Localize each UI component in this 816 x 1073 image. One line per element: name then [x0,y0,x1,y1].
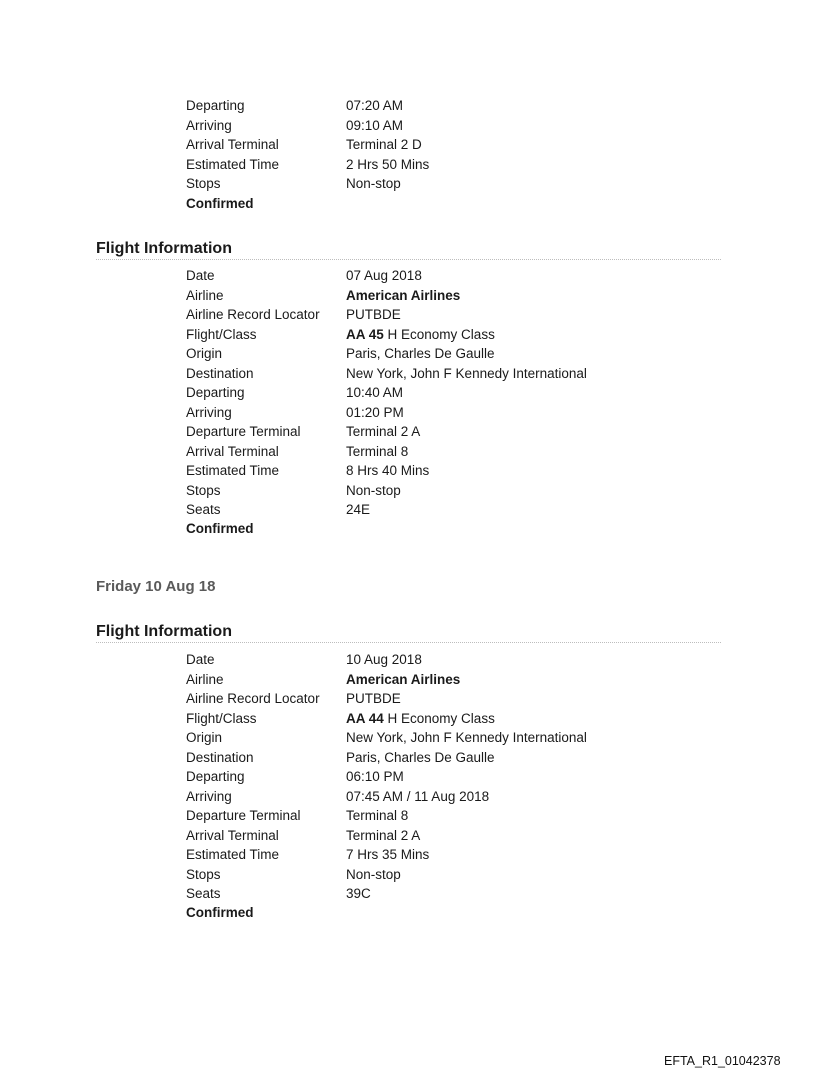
detail-label: Airline Record Locator [186,307,320,322]
detail-value: New York, John F Kennedy International [346,730,587,745]
detail-value: 09:10 AM [346,117,404,133]
detail-value: Terminal 2 A [346,827,421,843]
booking-class: H Economy Class [387,710,495,726]
section-heading: Flight Information [96,622,721,643]
detail-label: Seats [186,886,221,901]
detail-value: 10 Aug 2018 [346,652,422,667]
detail-value: American Airlines [346,287,461,303]
detail-label: Departure Terminal [186,808,301,823]
detail-label: Airline [186,287,224,303]
detail-value [346,325,495,345]
detail-value: 01:20 PM [346,404,404,420]
detail-label: Departure Terminal [186,424,301,439]
detail-label: Arriving [186,404,232,420]
detail-label: Origin [186,346,223,361]
detail-label: Airline [186,671,224,687]
detail-value: 10:40 AM [346,385,404,400]
detail-label: Seats [186,502,221,517]
detail-label: Arrival Terminal [186,137,279,152]
detail-label: Destination [186,749,254,765]
detail-value: Paris, Charles De Gaulle [346,749,495,765]
detail-label: Estimated Time [186,847,280,862]
detail-label: Destination [186,365,254,381]
detail-value: Terminal 2 A [346,424,421,439]
detail-value: Terminal 8 [346,808,409,823]
detail-label: Estimated Time [186,156,280,172]
section-heading: Flight Information [96,239,721,260]
detail-value: 06:10 PM [346,769,404,784]
detail-label: Arriving [186,117,232,133]
detail-value: 07:20 AM [346,98,404,113]
detail-value: 8 Hrs 40 Mins [346,463,430,478]
detail-label: Flight/Class [186,326,257,342]
document-id-footer: EFTA_R1_01042378 [664,1054,781,1068]
booking-class: H Economy Class [387,326,495,342]
detail-value: New York, John F Kennedy International [346,365,587,381]
detail-label: Departing [186,98,245,113]
flight-number: AA 45 [346,326,384,342]
detail-value: PUTBDE [346,307,401,322]
detail-value: Non-stop [346,176,401,191]
detail-value: 2 Hrs 50 Mins [346,156,430,172]
detail-value: 07 Aug 2018 [346,268,422,283]
flight-number: AA 44 [346,710,384,726]
detail-label: Stops [186,482,221,498]
detail-value: American Airlines [346,671,461,687]
detail-value: Paris, Charles De Gaulle [346,346,495,361]
status-confirmed: Confirmed [186,520,254,536]
detail-value: 24E [346,502,371,517]
detail-label: Arrival Terminal [186,827,279,843]
detail-value: PUTBDE [346,691,401,706]
detail-label: Arriving [186,788,232,804]
status-confirmed: Confirmed [186,904,254,920]
detail-label: Origin [186,730,223,745]
detail-label: Departing [186,385,245,400]
detail-label: Flight/Class [186,710,257,726]
status-confirmed: Confirmed [186,195,254,211]
detail-label: Date [186,652,215,667]
detail-value: 07:45 AM / 11 Aug 2018 [346,788,490,804]
detail-value: 39C [346,886,371,901]
detail-label: Stops [186,176,221,191]
detail-value: Non-stop [346,866,401,882]
detail-label: Date [186,268,215,283]
detail-label: Stops [186,866,221,882]
detail-value [346,709,495,729]
detail-value: Terminal 2 D [346,137,422,152]
detail-label: Airline Record Locator [186,691,320,706]
detail-value: Terminal 8 [346,443,409,459]
detail-label: Departing [186,769,245,784]
detail-value: Non-stop [346,482,401,498]
detail-label: Arrival Terminal [186,443,279,459]
detail-label: Estimated Time [186,463,280,478]
day-heading: Friday 10 Aug 18 [96,578,216,595]
detail-value: 7 Hrs 35 Mins [346,847,430,862]
